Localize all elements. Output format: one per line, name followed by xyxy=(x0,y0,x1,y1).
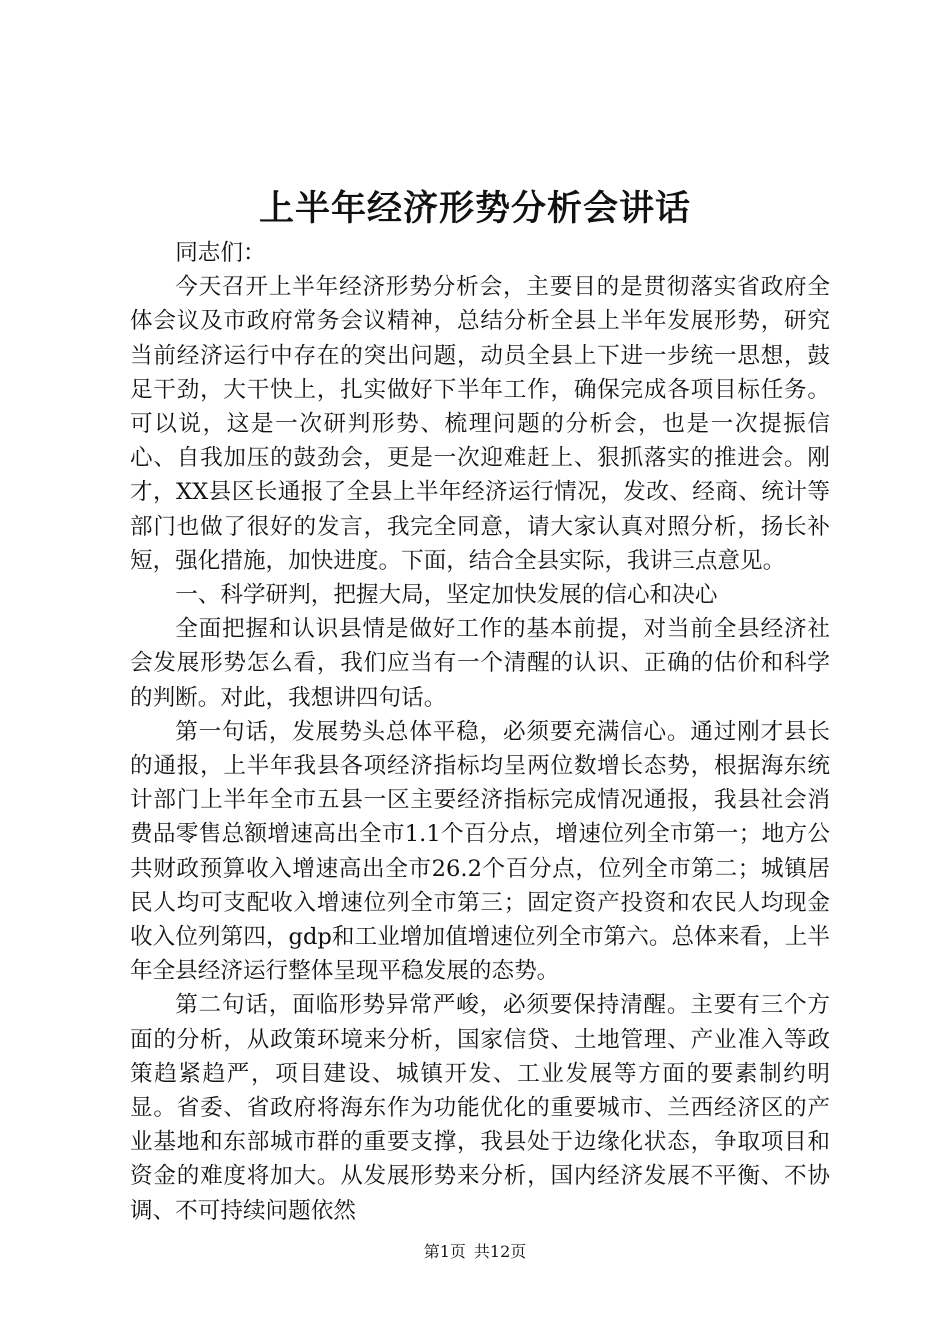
document-title: 上半年经济形势分析会讲话 xyxy=(258,188,691,229)
paragraph-intro: 今天召开上半年经济形势分析会，主要目的是贯彻落实省政府全体会议及市政府常务会议精神，总结分析全县上半年发展形势，研究当前经济运行中存在的突出问题，动员全县上下进一步统一思想，鼓足干劲，大干快上，扎实做好下半年工作，确保完成各项目标任务。可以说，这是一次研判形势、梳理问题的分析会，也是一次提振信心、自我加压的鼓劲会，更是一次迎难赶上、狠抓落实的推进会。刚才，XX县区长通报了全县上半年经济运行情况，发改、经商、统计等部门也做了很好的发言，我完全同意，请大家认真对照分析，扬长补短，强化措施，加快进度。下面，结合全县实际，我讲三点意见。 xyxy=(130,274,830,574)
page-total: 共12页 xyxy=(473,1242,527,1261)
document-body xyxy=(130,236,830,1228)
salutation: 同志们： xyxy=(175,240,266,266)
section-heading-1: 一、科学研判，把握大局，坚定加快发展的信心和决心 xyxy=(175,582,718,609)
page-number: 第1页 xyxy=(423,1242,466,1261)
paragraph-section-1-intro: 全面把握和认识县情是做好工作的基本前提，对当前全县经济社会发展形势怎么看，我们应当有一个清醒的认识、正确的估价和科学的判断。对此，我想讲四句话。 xyxy=(130,616,830,711)
page-footer xyxy=(0,1240,950,1264)
paragraph-second-point: 第二句话，面临形势异常严峻，必须要保持清醒。主要有三个方面的分析，从政策环境来分析，国家信贷、土地管理、产业准入等政策趋紧趋严，项目建设、城镇开发、工业发展等方面的要素制约明显。省委、省政府将海东作为功能优化的重要城市、兰西经济区的产业基地和东部城市群的重要支撑，我县处于边缘化状态，争取项目和资金的难度将加大。从发展形势来分析，国内经济发展不平衡、不协调、不可持续问题依然 xyxy=(130,992,830,1224)
paragraph-first-point: 第一句话，发展势头总体平稳，必须要充满信心。通过刚才县长的通报，上半年我县各项经济指标均呈两位数增长态势，根据海东统计部门上半年全市五县一区主要经济指标完成情况通报，我县社会消费品零售总额增速高出全市1.1个百分点，增速位列全市第一；地方公共财政预算收入增速高出全市26.2个百分点，位列全市第二；城镇居民人均可支配收入增速位列全市第三；固定资产投资和农民人均现金收入位列第四，gdp和工业增加值增速位列全市第六。总体来看，上半年全县经济运行整体呈现平稳发展的态势。 xyxy=(130,718,830,985)
